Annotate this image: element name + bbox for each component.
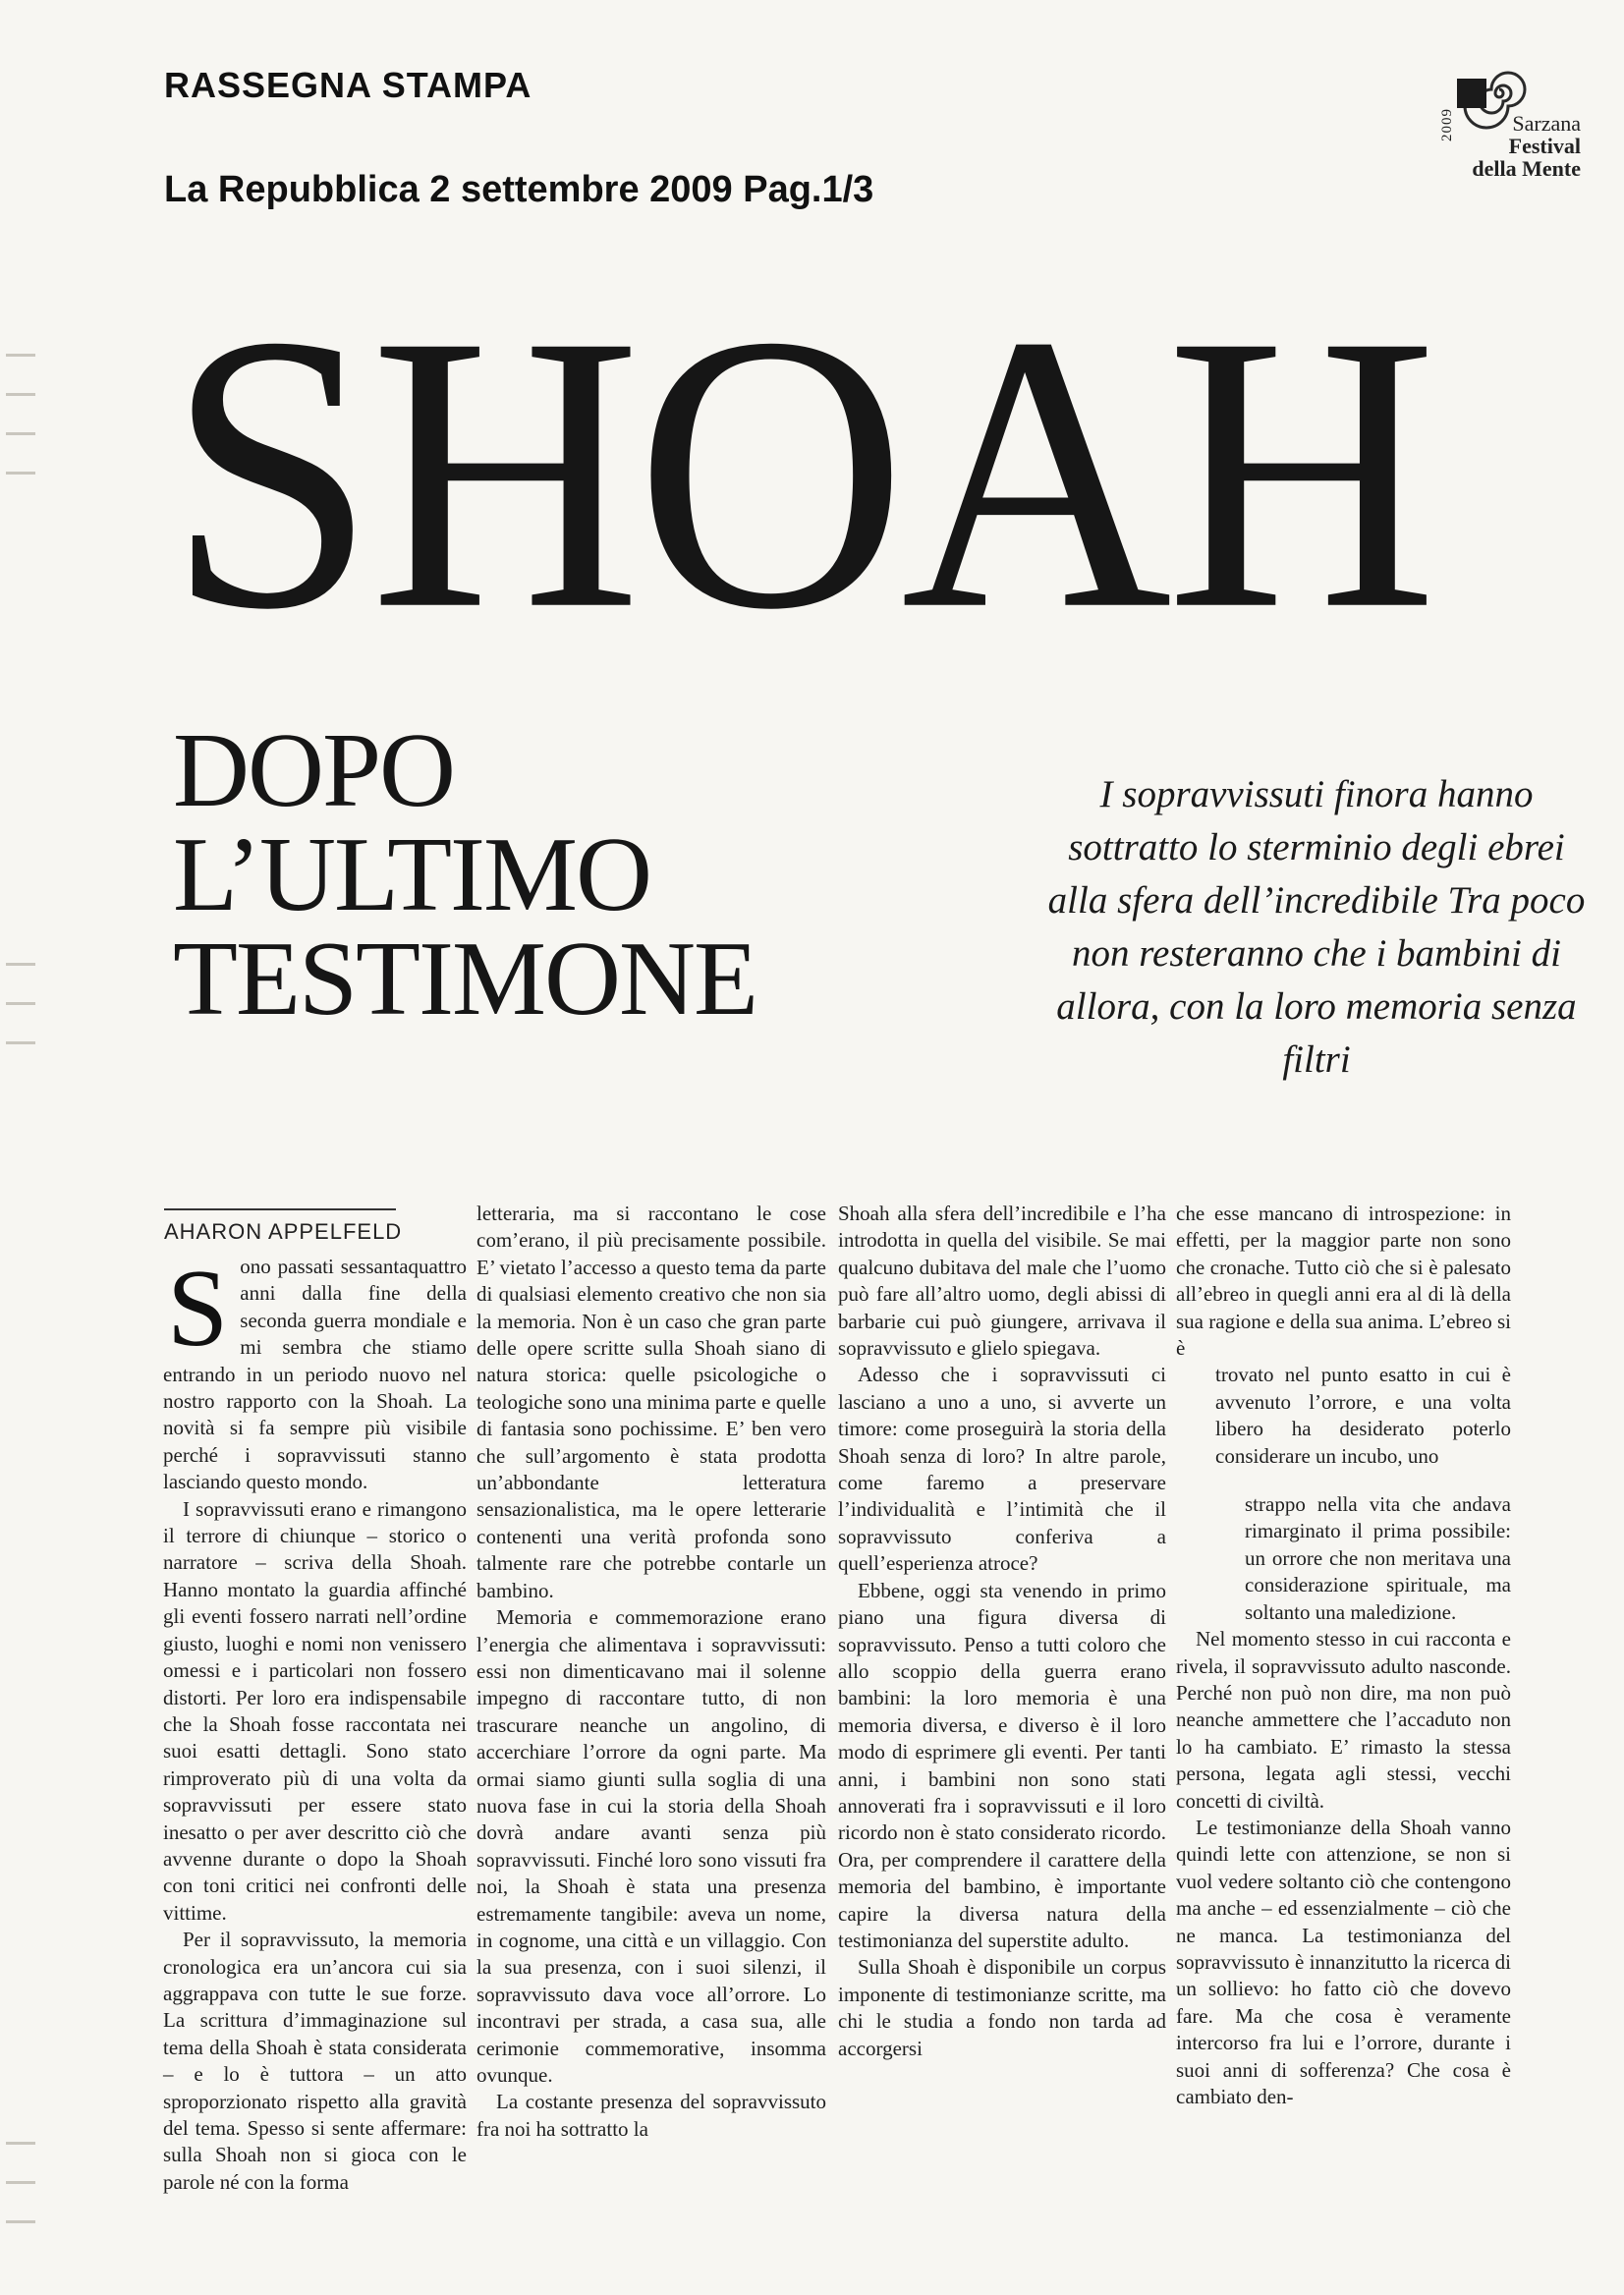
paragraph: Shoah alla sfera dell’incredibile e l’ha introdotta in quella del visibile. Se mai qualcuno dubitava del male che l’uomo può fare all’altro uomo, degli abissi di barbarie cui può giungere, arrivava il sopravvissuto e glielo spiegava.: [838, 1202, 1166, 1361]
press-review-label: RASSEGNA STAMPA: [164, 65, 532, 105]
festival-logo: [1355, 57, 1581, 185]
scan-margin-mark: [6, 2142, 35, 2145]
paragraph: La costante presenza del sopravvissuto fra noi ha sottratto la: [476, 2090, 826, 2141]
scan-margin-mark: [6, 432, 35, 435]
paragraph: Memoria e commemorazione erano l’energia che alimentava i sopravvissuti: essi non dimenticavano mai il solenne impegno di raccontare tutto, di non trascurare neanche un angolino, di accerchiare l’orrore da ogni parte. Ma ormai siamo giunti sulla soglia di una nuova fase in cui la storia della Shoah dovrà andare avanti senza più sopravvissuti. Finché loro sono vissuti fra noi, la Shoah è stata una presenza estremamente tangibile: aveva un nome, in cognome, una città e un villaggio. Con la sua presenza, con i suoi silenzi, il sopravvissuto dava voce all’orrore. Lo incontravi per strada, a casa sua, alle cerimonie commemorative, insomma ovunque.: [476, 1605, 826, 2087]
paragraph: letteraria, ma si raccontano le cose com’erano, il più precisamente possibile. E’ vietato l’accesso a questo tema da parte di qualsiasi elemento creativo che non sia la memoria. Non è un caso che gran parte delle opere scritte sulla Shoah siano di natura storica: quelle psicologiche o teologiche sono una minima parte e quelle di fantasia sono pochissime. E’ ben vero che sull’argomento è stata prodotta un’abbondante letteratura sensazionalistica, ma le opere letterarie contenenti una verità profonda sono talmente rare che potrebbe contarle un bambino.: [476, 1202, 826, 1602]
drop-cap: S: [167, 1248, 229, 1370]
paragraph: Sulla Shoah è disponibile un corpus imponente di testimonianze scritte, ma chi le studia a fondo non tarda ad accorgersi: [838, 1955, 1166, 2060]
subtitle-line: L’ULTIMO: [173, 816, 651, 933]
logo-line-festival: Festival: [1508, 134, 1581, 158]
paragraph-continued: strappo nella vita che andava rimarginato il prima possibile: un orrore che non meritava una considerazione spirituale, ma soltanto una maledizione.: [1245, 1492, 1511, 1624]
logo-line-della-mente: della Mente: [1472, 156, 1581, 181]
subtitle-line: DOPO: [173, 712, 455, 829]
text-column-4: [1176, 1201, 1511, 2110]
scan-margin-mark: [6, 2220, 35, 2223]
scan-margin-mark: [6, 1002, 35, 1005]
scan-margin-mark: [6, 472, 35, 475]
paragraph: che esse mancano di introspezione: in effetti, per la maggior parte non sono che cronache. Tutto ciò che si è palesato all’ebreo in quegli anni era al di là della sua ragione e della sua anima. L’ebreo si è: [1176, 1202, 1511, 1361]
logo-year: 2009: [1439, 108, 1455, 141]
paragraph: Le testimonianze della Shoah vanno quindi lette con attenzione, se non si vuol vedere soltanto ciò che contengono ma anche – ed essenzialmente – ciò che ne manca. La testimonianza del sopravvissuto è innanzitutto la ricerca di un sollievo: ho fatto ciò che dovevo fare. Ma che cosa è veramente intercorso fra lui e l’orrore, durante i suoi anni di sofferenza? Che cosa è cambiato den-: [1176, 1815, 1511, 2108]
logo-square: [1457, 79, 1486, 108]
paragraph: Per il sopravvissuto, la memoria cronologica era un’ancora cui sia aggrappava con tutte le sue forze. La scrittura d’immaginazione sul tema della Shoah è stata considerata – e lo è tuttora – un atto sproporzionato rispetto alla gravità del tema. Spesso si sente affermare: sulla Shoah non si gioca con le parole né con la forma: [163, 1928, 467, 2194]
scan-margin-mark: [6, 963, 35, 966]
text-column-3: [838, 1201, 1166, 2062]
scan-margin-mark: [6, 354, 35, 357]
article-deck: I sopravvissuti finora hanno sottratto lo sterminio degli ebrei alla sfera dell’incredibile Tra poco non resteranno che i bambini di allora, con la loro memoria senza filtri: [1047, 773, 1586, 1081]
source-line: La Repubblica 2 settembre 2009 Pag.1/3: [164, 169, 874, 210]
scan-margin-mark: [6, 2181, 35, 2184]
subtitle-line: TESTIMONE: [173, 921, 756, 1037]
article-subtitle: [173, 712, 756, 1037]
scan-margin-mark: [6, 1041, 35, 1044]
article-byline: AHARON APPELFELD: [164, 1219, 403, 1244]
paragraph: I sopravvissuti erano e rimangono il terrore di chiunque – storico o narratore – scriva della Shoah. Hanno montato la guardia affinché gli eventi fossero narrati nell’ordine giusto, luoghi e nomi non venissero omessi e i particolari non fossero distorti. Per loro era indispensabile che la Shoah fosse raccontata nei suoi esatti dettagli. Sono stato rimproverato più di una volta da sopravvissuti per essere stato inesatto o per aver descritto ciò che avvenne durante o dopo la Shoah con toni critici nei confronti delle vittime.: [163, 1496, 467, 1925]
scan-margin-mark: [6, 393, 35, 396]
text-column-2: [476, 1201, 826, 2143]
paragraph: ono passati sessantaquattro anni dalla fine della seconda guerra mondiale e mi sembra che stiamo entrando in un periodo nuovo nel nostro rapporto con la Shoah. La novità si fa sempre più visibile perché i sopravvissuti stanno lasciando questo mondo.: [163, 1255, 467, 1494]
byline-rule: [164, 1208, 396, 1210]
logo-line-sarzana: Sarzana: [1512, 111, 1581, 136]
paragraph-continued: trovato nel punto esatto in cui è avvenuto l’orrore, e una volta libero ha desiderato poterlo considerare un incubo, uno: [1215, 1363, 1511, 1468]
paragraph: Nel momento stesso in cui racconta e rivela, il sopravvissuto adulto nasconde. Perché non può non dire, ma non può neanche ammettere che l’accaduto non lo ha cambiato. E’ rimasto la stessa persona, legata agli stessi, vecchi concetti di civiltà.: [1176, 1627, 1511, 1813]
paragraph: Ebbene, oggi sta venendo in primo piano una figura diversa di sopravvissuto. Penso a tutti coloro che allo scoppio della guerra erano bambini: la loro memoria è una memoria diversa, e diverso è il loro modo di esprimere gli eventi. Per tanti anni, i bambini non sono stati annoverati fra i sopravvissuti e il loro ricordo non è stato considerato ricordo. Ora, per comprendere il carattere della memoria del bambino, è importante capire la diversa natura della testimonianza del superstite adulto.: [838, 1578, 1166, 1952]
article-title: SHOAH: [167, 253, 1432, 692]
text-column-1: [163, 1248, 467, 2196]
paragraph: Adesso che i sopravvissuti ci lasciano a uno a uno, si avverte un timore: come proseguirà la storia della Shoah senza di loro? In altre parole, come faremo a preservare l’individualità e l’intimità che il sopravvissuto conferiva a quell’esperienza atroce?: [838, 1363, 1166, 1576]
